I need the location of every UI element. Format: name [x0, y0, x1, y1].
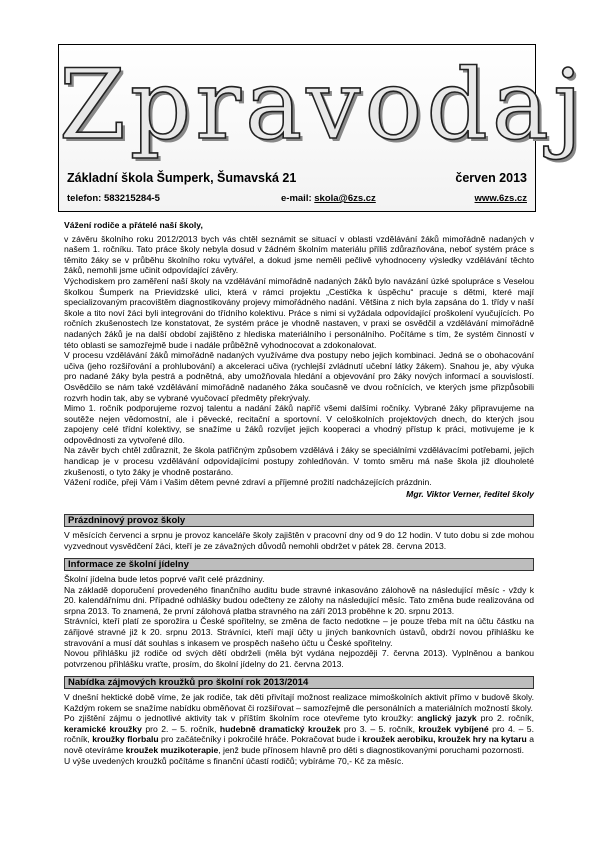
text-run: pro začátečníky i pokročilé hráče. Pokračovat bude i: [158, 734, 363, 745]
club-name: hudebně dramatický kroužek: [219, 723, 341, 734]
text-run: , jenž bude přínosem hlavně pro děti s diagnostikovanými poruchami pozornosti.: [218, 744, 525, 755]
club-name: kroužek muzikoterapie: [125, 744, 219, 755]
section-heading-clubs: Nabídka zájmových kroužků pro školní rok 2013/2014: [64, 676, 534, 689]
signature: Mgr. Viktor Verner, ředitel školy: [406, 488, 534, 499]
newsletter-title: Zpravodaj: [59, 49, 587, 161]
phone-number: telefon: 583215284-5: [67, 193, 160, 204]
section-paragraph: Školní jídelna bude letos poprvé vařit celé prázdniny.: [64, 574, 265, 584]
school-name: Základní škola Šumperk, Šumavská 21: [67, 171, 297, 185]
issue-date: červen 2013: [455, 171, 527, 185]
salutation: Vážení rodiče a přátelé naší školy,: [64, 220, 203, 230]
letter-paragraph: Východiskem pro zaměření naší školy na vzdělávání mimořádně nadaných žáků bylo navázání úzké spolupráce s Veselou školkou Šumperk na Prievidzské ulici, která v rámci projektu „Cestička k úspěchu“ pracuje s dětmi, které mají specializovaným pracovištěm diagnostikovány projevy mimořádného nadání. Většina z nich byla zapsána do 1. třídy v naší škole a tito noví žáci byli integrováni do třídního kolektivu. Práce s nimi si vyžádala odpovídající proškolení vyučujících. Po ročních zkušenostech lze konstatovat, že systém práce je vhodně nastaven, v praxi se osvědčil a vzdělávání mimořádně nadaných žáků je na další období zajištěno z hlediska materiálního i personálního. Počítáme s tím, že systém činností v této oblasti se samozřejmě bude i nadále průběžně vyhodnocovat a zdokonalovat.: [64, 275, 534, 350]
section-canteen: [64, 574, 534, 669]
letter-paragraph: V procesu vzdělávání žáků mimořádně nadaných využíváme dva postupy nebo jejich kombinaci. Jedná se o obohacování učiva (jeho rozšiřování a prohlubování) a akceleraci učiva (rychlejší zvládnutí učební látky žákem). Snahou je, aby výuka pro nadané žáky byla pestrá a podnětná, aby umožňovala hledání a objevování pro žáky nových informací a souvislostí. Osvědčilo se nám také vzdělávání mimořádně nadaného žáka současně ve dvou ročnících, ve kterých jsme přizpůsobili rozvrh hodin tak, aby se vybrané vyučovací předměty překrývaly.: [64, 350, 534, 403]
masthead: [58, 44, 587, 212]
section-paragraph: [64, 713, 534, 755]
section-clubs: [64, 692, 534, 766]
text-run: a nově otevíráme: [64, 734, 535, 755]
section-paragraph: U výše uvedených kroužků počítáme s finanční účastí rodičů; vybíráme 70,- Kč za měsíc.: [64, 755, 404, 766]
text-run: pro 2. ročník,: [476, 713, 534, 724]
club-name: keramické kroužky: [64, 723, 142, 734]
text-run: pro 2. – 5. ročník,: [141, 723, 220, 734]
section-paragraph: V dnešní hektické době víme, že jak rodiče, tak děti přivítají možnost realizace mimoškolních aktivit přímo v budově školy. Každým rokem se snažíme nabídku obměňovat či rozšiřovat – samozřejmě dle personálních a materiálních možností školy.: [64, 692, 534, 713]
email-label: e-mail:: [281, 193, 315, 204]
section-paragraph: Strávníci, kteří platí ze sporožira u České spořitelny, se změna de facto nedotkne – je pouze třeba mít na účtu částku na zářijové stravné již k 20. srpnu 2013. Strávníci, kteří mají účty u jiných bankovních ústavů, obdrží novou přihlášku ke stravování a musí dát souhlas s inkasem ve prospěch našeho účtu u České spořitelny.: [64, 616, 534, 648]
club-name: kroužky florbalu: [92, 734, 159, 745]
section-heading-canteen: Informace ze školní jídelny: [64, 558, 534, 571]
letter-paragraph: Mimo 1. ročník podporujeme rozvoj talentu a nadání žáků napříč všemi dalšími ročníky. Vybrané žáky připravujeme na soutěže nejen vědomostní, ale i pěvecké, recitační a sportovní. V celoškolních projektových dnech, do kterých jsou zapojeny celé třídní kolektivy, se snažíme u žáků rozvíjet jejich kooperaci a vhodný přístup k práci, motivujeme je k odpovědnosti za vytvořené dílo.: [64, 403, 534, 445]
email-block: [281, 193, 376, 204]
section-holiday: [64, 530, 534, 551]
club-name: kroužek vybíjené: [418, 723, 489, 734]
text-run: pro 3. – 5. ročník,: [340, 723, 419, 734]
club-name: kroužek aerobiku, kroužek hry na kytaru: [362, 734, 527, 745]
section-paragraph: Na základě doporučení provedeného finančního auditu bude stravné inkasováno zálohově na následující měsíc - vždy k 20. kalendářnímu dni. Případné odhlášky budou odečteny ze zálohy na následující měsíc. Tato změna bude realizována od srpna 2013. To znamená, že první zálohová platba stravného na září 2013 proběhne k 20. srpnu 2013.: [64, 584, 534, 616]
letter-paragraph: v závěru školního roku 2012/2013 bych vás chtěl seznámit se situací v oblasti vzdělávání žáků mimořádně nadaných v našem 1. ročníku. Tato práce školy nebyla dosud v žádném školním materiálu příliš zdůrazňována, neboť systém práce s těmito žáky se v průběhu školního roku vytvářel, a dokud jsme neměli pečlivě vyhodnoceny výsledky vzdělávání těchto žáků, nemohli jsme učinit odpovídající závěry.: [64, 233, 534, 276]
letter-paragraph: Na závěr bych chtěl zdůraznit, že škola patřičným způsobem vzdělává i žáky se speciálními vzdělávacími potřebami, jejich handicap je v procesu vzdělávání odpovídajícími postupy zohledňován. V tomto směru má naše škola již dlouholeté zkušenosti, o tyto žáky je vhodně postaráno.: [64, 445, 534, 477]
letter-paragraph: Vážení rodiče, přeji Vám i Vašim dětem pevné zdraví a příjemné prožití nadcházejících prázdnin.: [64, 477, 432, 488]
email-link[interactable]: skola@6zs.cz: [314, 193, 376, 204]
director-letter: [64, 220, 534, 499]
section-paragraph: V měsících červenci a srpnu je provoz kanceláře školy zajištěn v pracovní dny od 9 do 12 hodin. V tuto dobu si zde mohou vyzvednout vysvědčení žáci, kteří je ze závažných důvodů nemohli obdržet v pátek 28. června 2013.: [64, 530, 534, 551]
section-paragraph: Novou přihlášku již rodiče od svých dětí obdrželi (měla být vydána nejpozději 7. června 2013). Vyplněnou a bankou potvrzenou přihlášku vraťte, prosím, do školní jídelny do 21. června 2013.: [64, 648, 534, 669]
text-run: pro 4. – 5. ročník,: [64, 723, 534, 745]
website-link[interactable]: www.6zs.cz: [474, 193, 527, 204]
club-name: anglický jazyk: [417, 713, 477, 724]
text-run: Po zjištění zájmu o jednotlivé aktivity tak v příštím školním roce otevřeme tyto kroužky:: [64, 713, 418, 724]
section-heading-holiday: Prázdninový provoz školy: [64, 514, 534, 527]
